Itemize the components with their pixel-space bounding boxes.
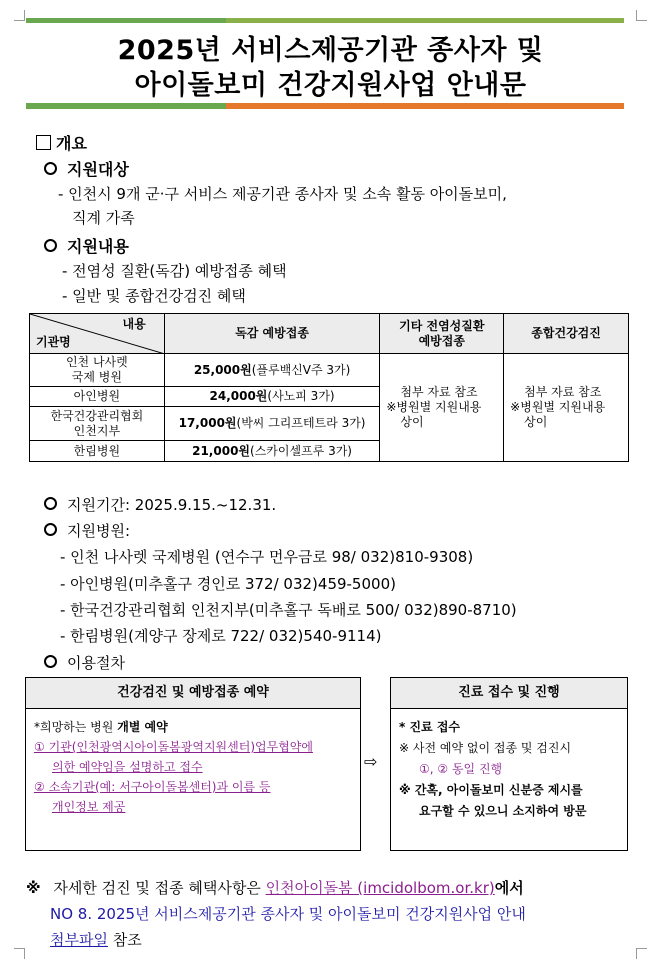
hospital-item: - 인천 나사렛 국제병원 (연수구 먼우금로 98/ 032)810-9308)	[60, 548, 474, 566]
diagonal-header-cell	[30, 314, 165, 354]
note-line-3: 첨부파일 참조	[50, 931, 142, 949]
treatment-line-3: ①, ② 동일 진행	[419, 762, 503, 776]
support-period: 지원기간: 2025.9.15.~12.31.	[44, 494, 276, 515]
circle-bullet-icon	[44, 239, 57, 252]
corner-mark	[636, 10, 647, 21]
note-line-1: ※ 자세한 검진 및 접종 혜택사항은 인천아이돌봄 (imcidolbom.or.kr)에서	[26, 879, 524, 897]
hospital-item: - 아인병원(미추홀구 경인로 372/ 032)459-5000)	[60, 575, 396, 593]
circle-bullet-icon	[44, 523, 57, 536]
flu-price-cell: 24,000원(사노피 3가)	[164, 387, 380, 407]
header-other: 기타 전염성질환 예방접종	[380, 314, 504, 354]
bottom-green-bar	[26, 103, 226, 109]
target-heading: 지원대상	[44, 157, 129, 180]
attachment-link[interactable]: 첨부파일	[50, 931, 108, 949]
treatment-line-4: ※ 간혹, 아이돌보미 신분증 제시를	[399, 783, 583, 797]
reservation-line-1: *희망하는 병원 개별 예약	[34, 720, 168, 734]
hospital-name-cell: 아인병원	[30, 387, 165, 407]
corner-mark	[14, 948, 25, 959]
procedure-heading: 이용절차	[44, 652, 125, 673]
table-header-row	[30, 314, 629, 354]
circle-bullet-icon	[44, 497, 57, 510]
treatment-box-header: 진료 접수 및 진행	[391, 678, 627, 709]
other-vaccine-cell: 첨부 자료 참조 ※병원별 지원내용 상이	[380, 354, 504, 462]
flu-price-cell: 25,000원(플루백신V주 3가)	[164, 354, 380, 387]
treatment-line-2: ※ 사전 예약 없이 접종 및 검진시	[399, 741, 572, 755]
support-table	[29, 313, 629, 462]
treatment-box	[390, 677, 628, 851]
top-green-bar	[26, 18, 226, 23]
reservation-box	[25, 677, 361, 851]
hospital-name-cell: 한림병원	[30, 441, 165, 462]
document-title-line2: 아이돌보미 건강지원사업 안내문	[134, 70, 527, 101]
content-item-1: - 전염성 질환(독감) 예방접종 혜택	[62, 262, 287, 280]
website-link[interactable]: 인천아이돌봄 (imcidolbom.or.kr)	[265, 879, 495, 897]
header-content-label: 내용	[122, 317, 146, 331]
flu-price-cell: 17,000원(박씨 그리프테트라 3가)	[164, 407, 380, 441]
header-flu: 독감 예방접종	[164, 314, 380, 354]
checkup-cell: 첨부 자료 참조 ※병원별 지원내용 상이	[504, 354, 629, 462]
hospital-name-cell: 인천 나사렛 국제 병원	[30, 354, 165, 387]
reservation-box-header: 건강검진 및 예방접종 예약	[26, 678, 360, 709]
table-row	[30, 354, 629, 387]
note-mark: ※	[26, 879, 41, 897]
checkbox-square-icon	[36, 135, 51, 150]
hospital-name-cell: 한국건강관리협회 인천지부	[30, 407, 165, 441]
hospital-item: - 한림병원(계양구 장제로 722/ 032)540-9114)	[60, 627, 382, 645]
content-item-2: - 일반 및 종합건강검진 혜택	[62, 287, 246, 305]
reservation-line-2: ① 기관(인천광역시아이돌봄광역지원센터)업무협약에	[34, 740, 313, 754]
note-line-2: NO 8. 2025년 서비스제공기관 종사자 및 아이돌보미 건강지원사업 안내	[50, 905, 526, 923]
bottom-orange-bar	[226, 103, 624, 109]
header-checkup: 종합건강검진	[504, 314, 629, 354]
header-institution-label: 기관명	[36, 335, 71, 349]
hospital-item: - 한국건강관리협회 인천지부(미추홀구 독배로 500/ 032)890-8710)	[60, 601, 517, 619]
reservation-line-4: ② 소속기관(예: 서구아이돌봄센터)과 이름 등	[34, 780, 271, 794]
content-heading: 지원내용	[44, 234, 129, 257]
reservation-line-3: 의한 예약임을 설명하고 접수	[52, 760, 203, 774]
hospitals-heading: 지원병원:	[44, 520, 130, 541]
reservation-line-5: 개인정보 제공	[52, 800, 126, 814]
treatment-line-5: 요구할 수 있으니 소지하여 방문	[419, 804, 587, 818]
circle-bullet-icon	[44, 655, 57, 668]
circle-bullet-icon	[44, 162, 57, 175]
arrow-right-icon: ⇨	[364, 752, 378, 771]
top-accent-bar	[226, 18, 624, 23]
treatment-line-1: * 진료 접수	[399, 720, 460, 734]
document-title-line1: 2025년 서비스제공기관 종사자 및	[117, 35, 544, 66]
flu-price-cell: 21,000원(스카이셀프루 3가)	[164, 441, 380, 462]
corner-mark	[636, 948, 647, 959]
overview-heading: 개요	[36, 131, 87, 154]
target-line-1: - 인천시 9개 군·구 서비스 제공기관 종사자 및 소속 활동 아이돌보미,	[58, 185, 507, 203]
target-line-2: 직계 가족	[72, 209, 135, 227]
corner-mark	[14, 10, 25, 21]
